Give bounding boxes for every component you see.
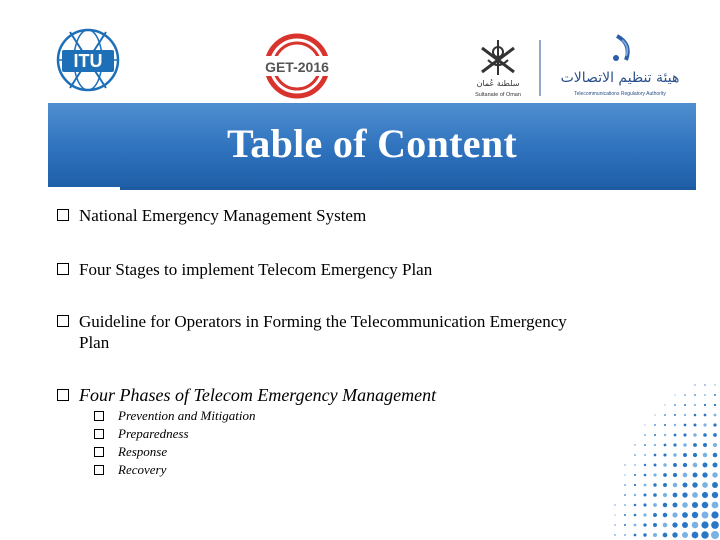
tra-logo (561, 36, 680, 97)
bullet-text (79, 311, 567, 353)
bullet-item (57, 205, 366, 226)
sub-bullet-item (94, 426, 189, 442)
checkbox-bullet-icon (57, 209, 69, 221)
bullet-item (57, 311, 567, 353)
itu-logo-text: ITU (73, 51, 103, 71)
checkbox-bullet-icon (57, 263, 69, 275)
bullet-text: Four Phases of Telecom Emergency Management (79, 385, 437, 405)
sub-bullet-text: Prevention and Mitigation (118, 408, 256, 423)
oman-arabic-text: سلطنة عُمان (476, 79, 520, 88)
tra-english-text: Telecommunications Regulatory Authority (574, 91, 666, 97)
itu-logo (58, 30, 118, 90)
bullet-item (57, 385, 436, 406)
oman-english-text: Sultanate of Oman (475, 92, 521, 98)
title-underline (120, 187, 696, 190)
oman-emblem (475, 40, 521, 98)
sub-bullet-item (94, 444, 167, 460)
sub-bullet-item (94, 462, 166, 478)
sub-bullet-text: Response (118, 444, 168, 459)
decorative-dot-pattern (570, 310, 720, 540)
bullet-text-line-2: Plan (79, 333, 110, 352)
sub-bullet-item (94, 408, 255, 424)
logo-bar (0, 0, 720, 100)
bullet-text: National Emergency Management System (79, 206, 367, 225)
bullet-item (57, 259, 432, 280)
checkbox-bullet-icon (94, 411, 104, 421)
slide-title: Table of Content (226, 121, 517, 166)
checkbox-bullet-icon (94, 465, 104, 475)
checkbox-bullet-icon (94, 429, 104, 439)
bullet-text-line-1: Guideline for Operators in Forming the Telecommunication Emergency (79, 312, 567, 331)
checkbox-bullet-icon (57, 389, 69, 401)
tra-arabic-text: هيئة تنظيم الاتصالات (560, 70, 680, 86)
get-2016-logo (264, 36, 330, 96)
bullet-text: Four Stages to implement Telecom Emergency Plan (79, 260, 433, 279)
sub-bullet-text: Preparedness (118, 426, 189, 441)
checkbox-bullet-icon (57, 315, 69, 327)
get-2016-logo-text: GET-2016 (265, 59, 329, 75)
checkbox-bullet-icon (94, 447, 104, 457)
sub-bullet-text: Recovery (118, 462, 167, 477)
